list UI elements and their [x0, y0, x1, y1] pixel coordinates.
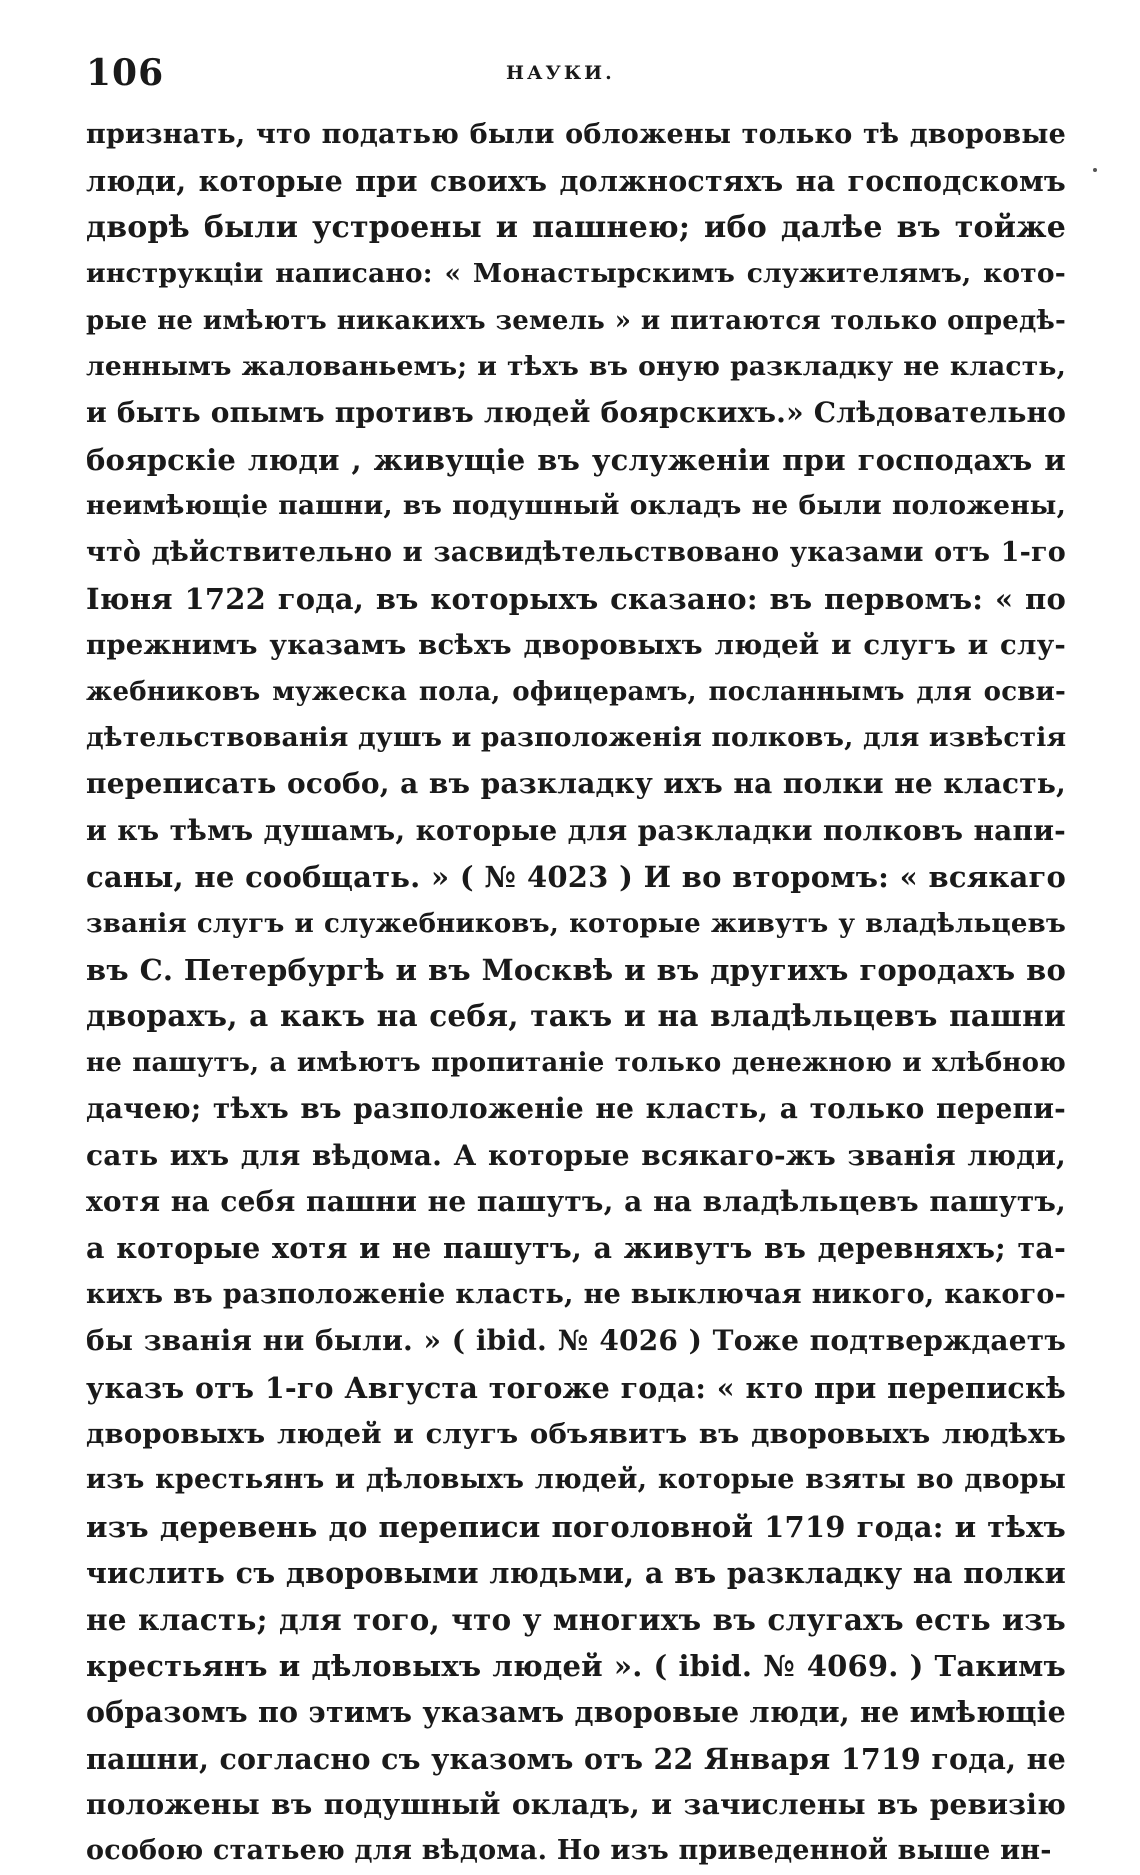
- text-line: числить съ дворовыми людьми, а въ разкладку на полки: [86, 1556, 1066, 1591]
- text-line: особою статьею для вѣдома. Но изъ приведенной выше ин-: [86, 1835, 1052, 1867]
- text-line: леннымъ жалованьемъ; и тѣхъ въ оную разкладку не класть,: [86, 350, 1066, 382]
- text-line: жебниковъ мужеска пола, офицерамъ, посланнымъ для осви-: [86, 676, 1066, 707]
- print-speck: [1093, 168, 1097, 172]
- page-header: [86, 52, 1066, 96]
- text-line: Іюня 1722 года, въ которыхъ сказано: въ первомъ: « по: [86, 581, 1066, 616]
- text-line: признать, что податью были обложены только тѣ дворовые: [86, 119, 1066, 150]
- text-line: пашни, согласно съ указомъ отъ 22 Января 1719 года, не: [86, 1741, 1066, 1776]
- text-line: положены въ подушный окладъ, и зачислены въ ревизію: [86, 1788, 1066, 1822]
- running-head: НАУКИ.: [506, 62, 615, 84]
- text-line: и быть опымъ противъ людей боярскихъ.» Слѣдовательно: [86, 396, 1066, 430]
- page-number: 106: [86, 52, 165, 94]
- text-line: указъ отъ 1-го Августа тогоже года: « кто при перепискѣ: [86, 1370, 1066, 1405]
- text-line: въ С. Петербургѣ и въ Москвѣ и въ другихъ городахъ во: [86, 953, 1066, 988]
- text-line: а которые хотя и не пашутъ, а живутъ въ деревняхъ; та-: [86, 1231, 1066, 1266]
- text-line: дворахъ, а какъ на себя, такъ и на владѣльцевъ пашни: [86, 998, 1066, 1034]
- text-line: инструкціи написано: « Монастырскимъ служителямъ, кото-: [86, 258, 1066, 290]
- text-line: изъ деревень до переписи поголовной 1719 года: и тѣхъ: [86, 1509, 1066, 1544]
- text-line: не пашутъ, а имѣютъ пропитаніе только денежною и хлѣбною: [86, 1047, 1066, 1078]
- text-line: люди, которые при своихъ должностяхъ на господскомъ: [86, 164, 1066, 199]
- text-line: изъ крестьянъ и дѣловыхъ людей, которые взяты во дворы: [86, 1464, 1066, 1496]
- text-line: образомъ по этимъ указамъ дворовые люди, не имѣющіе: [86, 1695, 1066, 1730]
- text-line: что̀ дѣйствительно и засвидѣтельствовано указами отъ 1-го: [86, 536, 1066, 568]
- text-line: саны, не сообщать. » ( № 4023 ) И во второмъ: « всякаго: [86, 860, 1066, 895]
- text-line: прежнимъ указамъ всѣхъ дворовыхъ людей и слугъ и слу-: [86, 629, 1066, 662]
- text-line: рые не имѣютъ никакихъ земель » и питаются только опредѣ-: [86, 305, 1066, 336]
- text-line: неимѣющіе пашни, въ подушный окладъ не были положены,: [86, 490, 1066, 522]
- text-line: боярскіе люди , живущіе въ услуженіи при господахъ и: [86, 442, 1066, 477]
- text-line: крестьянъ и дѣловыхъ людей ». ( ibid. № 4069. ) Такимъ: [86, 1648, 1066, 1683]
- body-text: [86, 112, 1066, 1875]
- text-line: не класть; для того, что у многихъ въ слугахъ есть изъ: [86, 1601, 1066, 1637]
- text-line: дворѣ были устроены и пашнею; ибо далѣе въ тойже: [86, 209, 1066, 245]
- text-line: дачею; тѣхъ въ разположеніе не класть, а только перепи-: [86, 1092, 1066, 1126]
- text-line: дѣтельствованія душъ и разположенія полковъ, для извѣстія: [86, 722, 1066, 754]
- text-line: переписать особо, а въ разкладку ихъ на полки не класть,: [86, 767, 1066, 801]
- text-line: званія слугъ и служебниковъ, которые живутъ у владѣльцевъ: [86, 908, 1066, 939]
- text-line: сать ихъ для вѣдома. А которые всякаго-жъ званія люди,: [86, 1138, 1066, 1172]
- text-line: бы званія ни были. » ( ibid. № 4026 ) Тоже подтверждаетъ: [86, 1324, 1066, 1358]
- text-line: кихъ въ разположеніе класть, не выключая никого, какого-: [86, 1278, 1066, 1310]
- text-line: и къ тѣмъ душамъ, которые для разкладки полковъ напи-: [86, 813, 1066, 847]
- text-line: дворовыхъ людей и слугъ объявитъ въ дворовыхъ людѣхъ: [86, 1417, 1066, 1450]
- text-line: хотя на себя пашни не пашутъ, а на владѣльцевъ пашутъ,: [86, 1184, 1066, 1218]
